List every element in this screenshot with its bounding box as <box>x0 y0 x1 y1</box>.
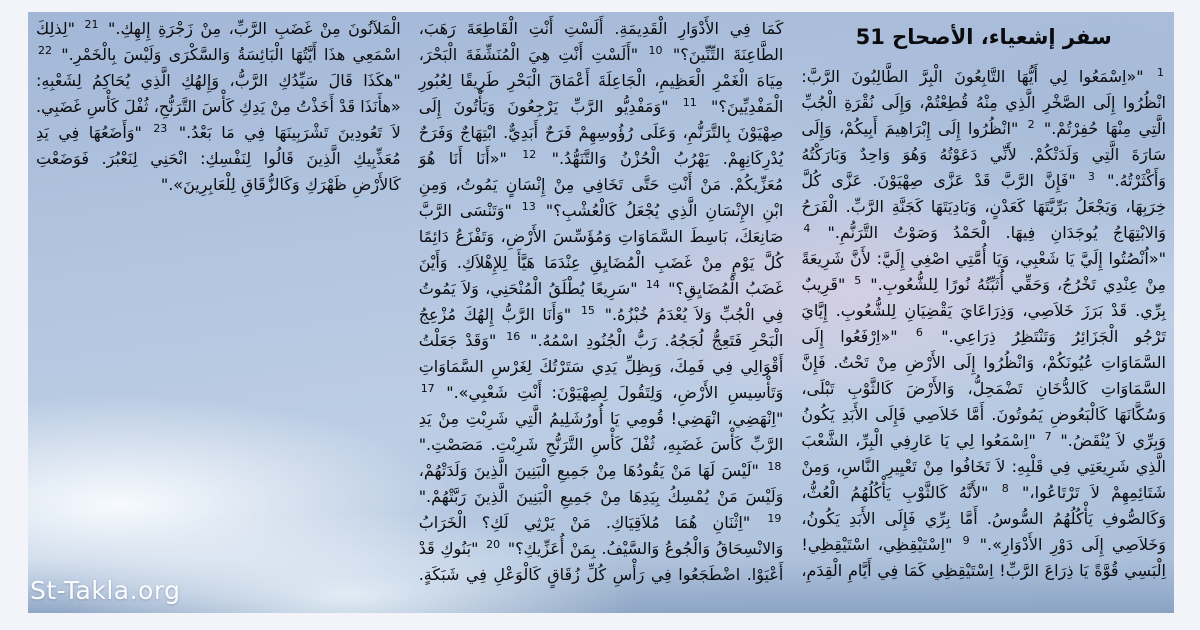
verse-text: "«اِسْمَعُوا لِي أَيُّهَا التَّابِعُونَ الْبِرَّ الطَّالِبُونَ الرَّبَّ: انْظُرُوا إِلَى الصَّخْرِ الَّذِي مِنْهُ قُطِعْتُمْ، وَإِلَى نُقْرَةِ الْجُبِّ الَّتِي مِنْهَا حُفِرْتُمْ." <box>801 67 1166 138</box>
chapter-title: سفر إشعياء، الأصحاح 51 <box>855 25 1112 49</box>
verse-number: 16 <box>506 329 521 343</box>
verse-number: 10 <box>648 43 663 57</box>
verse-number: 11 <box>682 95 697 109</box>
verse-number: 15 <box>580 303 595 317</box>
verse-text: "أَلَسْتِ أَنْتِ هِيَ الْمُنَشِّفَةَ الْبَحْرَ، مِيَاهَ الْغَمْرِ الْعَظِيمِ، الْجَاعِلَةَ أَعْمَاقَ الْبَحْرِ طَرِيقًا لِعُبُورِ الْمَفْدِيِّينَ؟" <box>418 45 784 116</box>
verse-number: 23 <box>153 121 168 135</box>
verse-text: "وَمَفْدِيُّو الرَّبِّ يَرْجِعُونَ وَيَأْتُونَ إِلَى صِهْيَوْنَ بِالتَّرَنُّمِ، وَعَلَى رُؤُوسِهِمْ فَرَحٌ أَبَدِيٌّ. ابْتِهَاجٌ وَفَرَحٌ يُدْرِكَانِهِمْ. يَهْرُبُ الْحُزْنُ وَالتَّنَهُّدُ." <box>418 97 784 168</box>
verse-text: "لَيْسَ لَهَا مَنْ يَقُودُهَا مِنْ جَمِيعِ الْبَنِينَ الَّذِينَ وَلَدَتْهُمْ، وَلَيْسَ مَنْ يُمْسِكُ بِيَدِهَا مِنْ جَمِيعِ الْبَنِينَ الَّذِينَ رَبَّتْهُمْ." <box>418 461 784 506</box>
verse-text: "وَأَضَعُهَا فِي يَدِ مُعَذِّبِيكِ الَّذِينَ قَالُوا لِنَفْسِكِ: انْحَنِي لِنَعْبُرَ. فَوَضَعْتِ كَالأَرْضِ ظَهْرَكِ وَكَالزُّقَاقِ لِلْعَابِرِينَ»." <box>36 123 401 194</box>
verse-number: 18 <box>767 459 782 473</box>
verse-text: "لأَنَّهُ كَالثَّوْبِ يَأْكُلُهُمُ الْعُثُّ، وَكَالصُّوفِ يَأْكُلُهُمُ السُّوسُ. أَمَّا بِرِّي فَإِلَى الأَبَدِ يَكُونُ، وَخَلاَصِي إِلَى دَوْرِ الأَدْوَارِ»." <box>801 483 1166 554</box>
verse-text: "اِنْهَضِي، انْهَضِي! قُومِي يَا أُورُشَلِيمُ الَّتِي شَرِبْتِ مِنْ يَدِ الرَّبِّ كَأْسَ غَضَبِهِ، ثُفْلَ كَأْسِ التَّرَنُّحِ شَرِبْتِ. مَصَصْتِ." <box>418 409 784 454</box>
verse-text: "هكَذَا قَالَ سَيِّدُكِ الرَّبُّ، وَإِلهُكِ الَّذِي يُحَاكِمُ لِشَعْبِهِ: «هأَنَذَا قَدْ أَخَذْتُ مِنْ يَدِكِ كَأْسَ التَّرَنُّحِ، ثُفْلَ كَأْسِ غَضَبِي. لاَ تَعُودِينَ تَشْرَبِينَهَا فِي مَا بَعْدُ." <box>36 71 401 142</box>
verse-number: 2 <box>1027 117 1035 131</box>
verse-text: "اِثْنَانِ هُمَا مُلاَقِيَاكِ. مَنْ يَرْثِي لَكِ؟ الْخَرَابُ وَالانْسِحَاقُ وَالْجُوعُ وَالسَّيْفُ. بِمَنْ أُعَزِّيكِ؟" <box>418 513 784 558</box>
verse-number: 22 <box>38 43 53 57</box>
verse-number: 7 <box>1044 429 1052 443</box>
background-photo <box>28 12 1174 613</box>
verse-text: "«أَنَا أَنَا هُوَ مُعَزِّيكُمْ. مَنْ أَنْتِ حَتَّى تَخَافِي مِنْ إِنْسَانٍ يَمُوتُ، وَمِنِ ابْنِ الإِنْسَانِ الَّذِي يُجْعَلُ كَالْعُشْبِ؟" <box>418 149 784 220</box>
verse-number: 19 <box>767 511 782 525</box>
scripture-columns <box>36 16 1166 609</box>
verse-text: "«اِرْفَعُوا إِلَى السَّمَاوَاتِ عُيُونَكُمْ، وَانْظُرُوا إِلَى الأَرْضِ مِنْ تَحْتُ. فَإِنَّ السَّمَاوَاتِ كَالدُّخَانِ تَضْمَحِلُّ، وَالأَرْضَ كَالثَّوْبِ تَبْلَى، وَسُكَّانَهَا كَالْبَعُوضِ يَمُوتُونَ. أَمَّا خَلاَصِي فَإِلَى الأَبَدِ يَكُونُ وَبِرِّي لاَ يُنْقَضُ." <box>801 327 1167 450</box>
verse-text: "اِسْمَعُوا لِي يَا عَارِفِي الْبِرِّ، الشَّعْبَ الَّذِي شَرِيعَتِي فِي قَلْبِهِ: لاَ تَخَافُوا مِنْ تَعْيِيرِ النَّاسِ، وَمِنْ شَتَائِمِهِمْ لاَ تَرْتَاعُوا،" <box>801 431 1166 502</box>
verse-number: 6 <box>915 325 923 339</box>
verse-text: "بَنُوكِ قَدْ أَعْيَوْا. اضْطَجَعُوا فِي رَأْسِ كُلِّ زُقَاقٍ كَالْوَعْلِ فِي شَبَكَةٍ. الْمَلآنُونَ مِنْ غَضَبِ الرَّبِّ، مِنْ زَجْرَةِ إِلهِكِ." <box>108 19 784 584</box>
verse-number: 4 <box>803 221 811 235</box>
verse-text: "اِسْتَيْقِظِي، اسْتَيْقِظِي! اِلْبَسِي قُوَّةً يَا ذِرَاعَ الرَّبِّ! اِسْتَيْقِظِي كَمَا فِي أَيَّامِ الْقِدَمِ، كَمَا فِي الأَدْوَارِ الْقَدِيمَةِ. أَلَسْتِ أَنْتِ الْقَاطِعَةَ رَهَبَ، الطَّاعِنَةَ التِّنِّينَ؟" <box>418 19 1166 580</box>
verse-number: 21 <box>84 17 99 31</box>
verses-flow <box>36 16 1166 609</box>
verse-text: "قَرِيبٌ بِرِّي. قَدْ بَرَزَ خَلاَصِي، وَذِرَاعَايَ يَقْضِيَانِ لِلشُّعُوبِ. إِيَّايَ تَرْجُو الْجَزَائِرُ وَتَنْتَظِرُ ذِرَاعِي." <box>801 275 1167 346</box>
verse-text: "لِذلِكَ اسْمَعِي هذَا أَيَّتُهَا الْبَائِسَةُ وَالسَّكْرَى وَلَيْسَ بِالْخَمْرِ." <box>36 19 401 64</box>
verse-number: 1 <box>1157 65 1164 79</box>
verse-text: "وَقَدْ جَعَلْتُ أَقْوَالِي فِي فَمِكَ، وَبِظِلِّ يَدِي سَتَرْتُكَ لِغَرْسِ السَّمَاوَاتِ وَتَأْسِيسِ الأَرْضِ، وَلِتَقُولَ لِصِهْيَوْنَ: أَنْتِ شَعْبِي»." <box>418 331 784 402</box>
verse-text: "«اُنْصُتُوا إِلَيَّ يَا شَعْبِي، وَيَا أُمَّتِي اصْغِي إِلَيَّ: لأَنَّ شَرِيعَةً مِنْ عِنْدِي تَخْرُجُ، وَحَقِّي أُثَبِّتُهُ نُورًا لِلشُّعُوبِ." <box>801 249 1166 294</box>
verse-number: 20 <box>486 537 501 551</box>
verse-number: 9 <box>962 533 970 547</box>
verse-text: "انْظُرُوا إِلَى إِبْرَاهِيمَ أَبِيكُمْ، وَإِلَى سَارَةَ الَّتِي وَلَدَتْكُمْ. لأَنِّي دَعَوْتُهُ وَهُوَ وَاحِدٌ وَبَارَكْتُهُ وَأَكْثَرْتُهُ." <box>801 119 1167 190</box>
verse-text: "سَرِيعًا يُطْلَقُ الْمُنْحَنِي، وَلاَ يَمُوتُ فِي الْجُبِّ وَلاَ يُعْدَمُ خُبْزُهُ." <box>418 279 784 324</box>
verse-text: "فَإِنَّ الرَّبَّ قَدْ عَزَّى صِهْيَوْنَ. عَزَّى كُلَّ خِرَبِهَا، وَيَجْعَلُ بَرِّيَّتَهَا كَعَدْنٍ، وَبَادِيَتَهَا كَجَنَّةِ الرَّبِّ. الْفَرَحُ وَالابْتِهَاجُ يُوجَدَانِ فِيهَا. الْحَمْدُ وَصَوْتُ التَّرَنُّمِ." <box>801 171 1166 242</box>
verse-number: 12 <box>522 147 537 161</box>
verse-text: "وَتَنْسَى الرَّبَّ صَانِعَكَ، بَاسِطَ السَّمَاوَاتِ وَمُؤَسِّسَ الأَرْضِ، وَتَفْزَعُ دَائِمًا كُلَّ يَوْمٍ مِنْ غَضَبِ الْمُضَايِقِ عِنْدَمَا هَيَّأَ لِلإِهْلاَكِ. وَأَيْنَ غَضَبُ الْمُضَايِقِ؟" <box>418 201 784 298</box>
verse-number: 13 <box>521 199 536 213</box>
verse-number: 5 <box>854 273 862 287</box>
verse-text: "وَأَنَا الرَّبُّ إِلهُكَ مُزْعِجُ الْبَحْرِ فَتَعِجُّ لُجَجُهُ. رَبُّ الْجُنُودِ اسْمُهُ." <box>418 305 784 350</box>
verse-number: 8 <box>1001 481 1009 495</box>
verse-number: 17 <box>420 381 435 395</box>
site-watermark: St-Takla.org <box>30 576 181 605</box>
verse-number: 14 <box>645 277 660 291</box>
verse-number: 3 <box>1087 169 1095 183</box>
